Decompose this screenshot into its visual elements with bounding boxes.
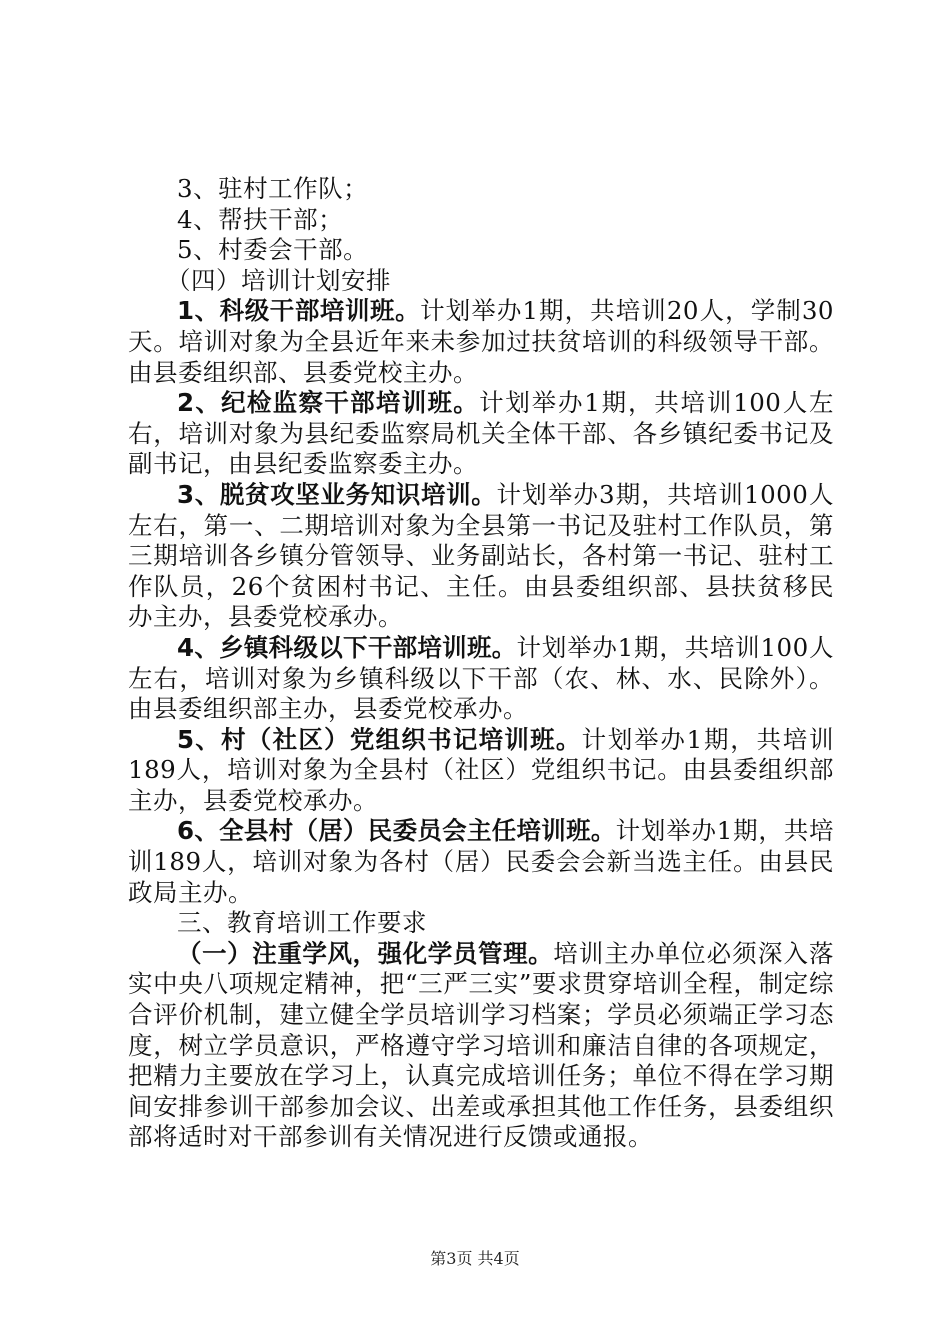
training-item-committee-directors bbox=[128, 816, 834, 908]
training-item-section-cadres bbox=[128, 296, 834, 388]
training-item-text: 计划举办1期，共培训189人，培训对象为全县村（社区）党组织书记。由县委组织部主办，县委党校承办。 bbox=[128, 724, 835, 815]
heading-text: 三、教育培训工作要求 bbox=[177, 908, 427, 938]
training-item-title: 4、乡镇科级以下干部培训班。 bbox=[177, 632, 517, 662]
page-number: 第3页 共4页 bbox=[430, 1249, 520, 1268]
training-item-text: 计划举办1期，共培训189人，培训对象为各村（居）民委会会新当选主任。由县民政局主办。 bbox=[128, 816, 834, 907]
training-item-text: 计划举办3期，共培训1000人左右，第一、二期培训对象为全县第一书记及驻村工作队员，第三期培训各乡镇分管领导、业务副站长，各村第一书记、驻村工作队员，26个贫困村书记、主任。由县委组织部、县扶贫移民办主办，县委党校承办。 bbox=[128, 479, 835, 632]
page-footer bbox=[0, 1246, 950, 1269]
training-item-title: 2、纪检监察干部培训班。 bbox=[177, 388, 480, 418]
training-item-poverty-alleviation bbox=[128, 480, 834, 633]
training-item-township-cadres bbox=[128, 633, 834, 725]
heading-text: （四）培训计划安排 bbox=[166, 265, 391, 295]
paragraph-text: 4、帮扶干部； bbox=[177, 204, 344, 234]
training-item-text: 计划举办1期，共培训100人左右，培训对象为乡镇科级以下干部（农、林、水、民除外）。由县委组织部主办，县委党校承办。 bbox=[128, 632, 835, 724]
section-heading-requirements bbox=[128, 908, 834, 939]
training-item-title: 1、科级干部培训班。 bbox=[177, 296, 421, 326]
training-item-party-secretaries bbox=[128, 725, 834, 817]
paragraph-text: 3、驻村工作队； bbox=[177, 174, 369, 203]
requirement-item-text: 培训主办单位必须深入落实中央八项规定精神，把“三严三实”要求贯穿培训全程，制定综合评价机制，建立健全学员培训学习档案；学员必须端正学习态度，树立学员意识，严格遵守学习培训和廉洁自律的各项规定，把精力主要放在学习上，认真完成培训任务；单位不得在学习期间安排参训干部参加会议、出差或承担其他工作任务，县委组织部将适时对干部参训有关情况进行反馈或通报。 bbox=[128, 938, 835, 1152]
training-item-text: 计划举办1期，共培训20人，学制30天。培训对象为全县近年来未参加过扶贫培训的科级领导干部。由县委组织部、县委党校主办。 bbox=[128, 296, 835, 387]
training-item-title: 5、村（社区）党组织书记培训班。 bbox=[177, 724, 582, 754]
requirement-item-title: （一）注重学风，强化学员管理。 bbox=[177, 938, 554, 968]
training-item-title: 6、全县村（居）民委员会主任培训班。 bbox=[177, 816, 616, 846]
list-item-assist-cadres bbox=[128, 205, 834, 236]
list-item-work-team bbox=[128, 174, 834, 205]
training-item-title: 3、脱贫攻坚业务知识培训。 bbox=[177, 479, 497, 509]
list-item-village-committee bbox=[128, 235, 834, 266]
paragraph-text: 5、村委会干部。 bbox=[177, 235, 369, 265]
section-heading-training-plan bbox=[128, 266, 834, 297]
requirement-item-study-style bbox=[128, 939, 834, 1153]
training-item-discipline-cadres bbox=[128, 388, 834, 480]
training-item-text: 计划举办1期，共培训100人左右，培训对象为县纪委监察局机关全体干部、各乡镇纪委书记及副书记，由县纪委监察委主办。 bbox=[128, 388, 834, 479]
document-body bbox=[128, 174, 834, 1153]
